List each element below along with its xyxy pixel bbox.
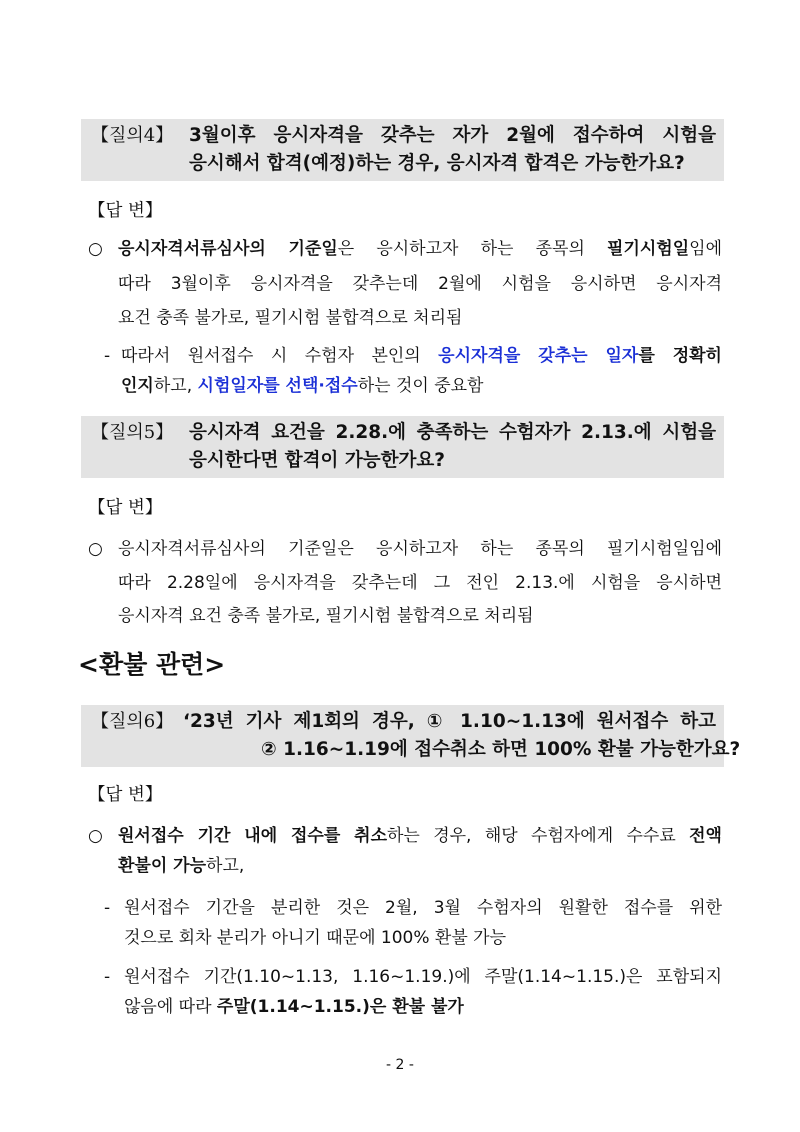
- text: 임에: [689, 239, 723, 259]
- emphasis: 를 정확히: [638, 346, 722, 366]
- question-line: 응시한다면 합격이 가능한가요?: [189, 450, 445, 471]
- answer-line: 따라 3월이후 응시자격을 갖추는데 2월에 시험을 응시하면 응시자격: [118, 274, 722, 294]
- answer-line: [118, 823, 722, 849]
- text: 하는 경우, 해당 수험자에게 수수료: [387, 826, 690, 846]
- emphasis: 환불이 가능: [118, 856, 207, 876]
- emphasis: 주말(1.14~1.15.)은 환불 불가: [216, 997, 464, 1017]
- answer-line: 응시자격서류심사의 기준일은 응시하고자 하는 종목의 필기시험일임에: [118, 539, 722, 559]
- answer-line: 따라 2.28일에 응시자격을 갖추는데 그 전인 2.13.에 시험을 응시하면: [118, 573, 722, 593]
- answer-line: 원서접수 기간(1.10~1.13, 1.16~1.19.)에 주말(1.14~1.15.)은 포함되지: [124, 967, 722, 987]
- question-tag: 【질의6】: [91, 711, 174, 732]
- text: 하는 것이 중요함: [357, 376, 484, 396]
- text: 하고,: [153, 376, 198, 396]
- question-line: 응시해서 합격(예정)하는 경우, 응시자격 합격은 가능한가요?: [189, 153, 685, 174]
- answer-line: [118, 853, 244, 879]
- text: 은 응시하고자 하는 종목의: [337, 239, 608, 259]
- dash-marker: -: [104, 967, 111, 987]
- question-box-5: [81, 416, 724, 478]
- bullet-circle: ○: [88, 239, 103, 259]
- dash-marker: -: [104, 346, 111, 366]
- emphasis: 필기시험일: [607, 239, 690, 259]
- answer-line: 요건 충족 불가로, 필기시험 불합격으로 처리됨: [118, 308, 463, 328]
- dash-marker: -: [104, 898, 111, 918]
- emphasis: 응시자격서류심사의 기준일: [118, 239, 338, 259]
- bullet-circle: ○: [88, 826, 103, 846]
- answer-line: [124, 994, 464, 1020]
- answer-line: 것으로 회차 분리가 아니기 때문에 100% 환불 가능: [124, 928, 507, 948]
- question-line: 응시자격 요건을 2.28.에 충족하는 수험자가 2.13.에 시험을: [189, 422, 716, 443]
- answer-line: [121, 343, 722, 369]
- highlight-blue: 시험일자를 선택·접수: [197, 376, 358, 396]
- emphasis: 전액: [689, 826, 722, 846]
- highlight-blue: 응시자격을 갖추는 일자: [438, 346, 639, 366]
- question-box-6: [81, 705, 741, 767]
- question-box-4: [81, 119, 724, 181]
- emphasis: 인지: [121, 376, 154, 396]
- text: 따라서 원서접수 시 수험자 본인의: [121, 346, 439, 366]
- answer-line: 원서접수 기간을 분리한 것은 2월, 3월 수험자의 원활한 접수를 위한: [124, 898, 722, 918]
- answer-label: 【답 변】: [88, 785, 163, 805]
- answer-line: [121, 373, 483, 399]
- question-line: ‘23년 기사 제1회의 경우, ① 1.10~1.13에 원서접수 하고: [183, 711, 716, 732]
- page-number: - 2 -: [386, 1057, 414, 1073]
- answer-label: 【답 변】: [88, 201, 163, 221]
- text: 않음에 따라: [124, 997, 217, 1017]
- question-line: 3월이후 응시자격을 갖추는 자가 2월에 접수하여 시험을: [189, 125, 716, 146]
- bullet-circle: ○: [88, 539, 103, 559]
- answer-label: 【답 변】: [88, 498, 163, 518]
- answer-line: 응시자격 요건 충족 불가로, 필기시험 불합격으로 처리됨: [118, 606, 534, 626]
- question-line: ② 1.16~1.19에 접수취소 하면 100% 환불 가능한가요?: [261, 739, 741, 760]
- emphasis: 원서접수 기간 내에 접수를 취소: [118, 826, 387, 846]
- section-heading: <환불 관련>: [78, 650, 226, 679]
- question-tag: 【질의5】: [91, 422, 174, 443]
- text: 하고,: [206, 856, 245, 876]
- question-tag: 【질의4】: [91, 125, 174, 146]
- answer-line: [118, 236, 722, 262]
